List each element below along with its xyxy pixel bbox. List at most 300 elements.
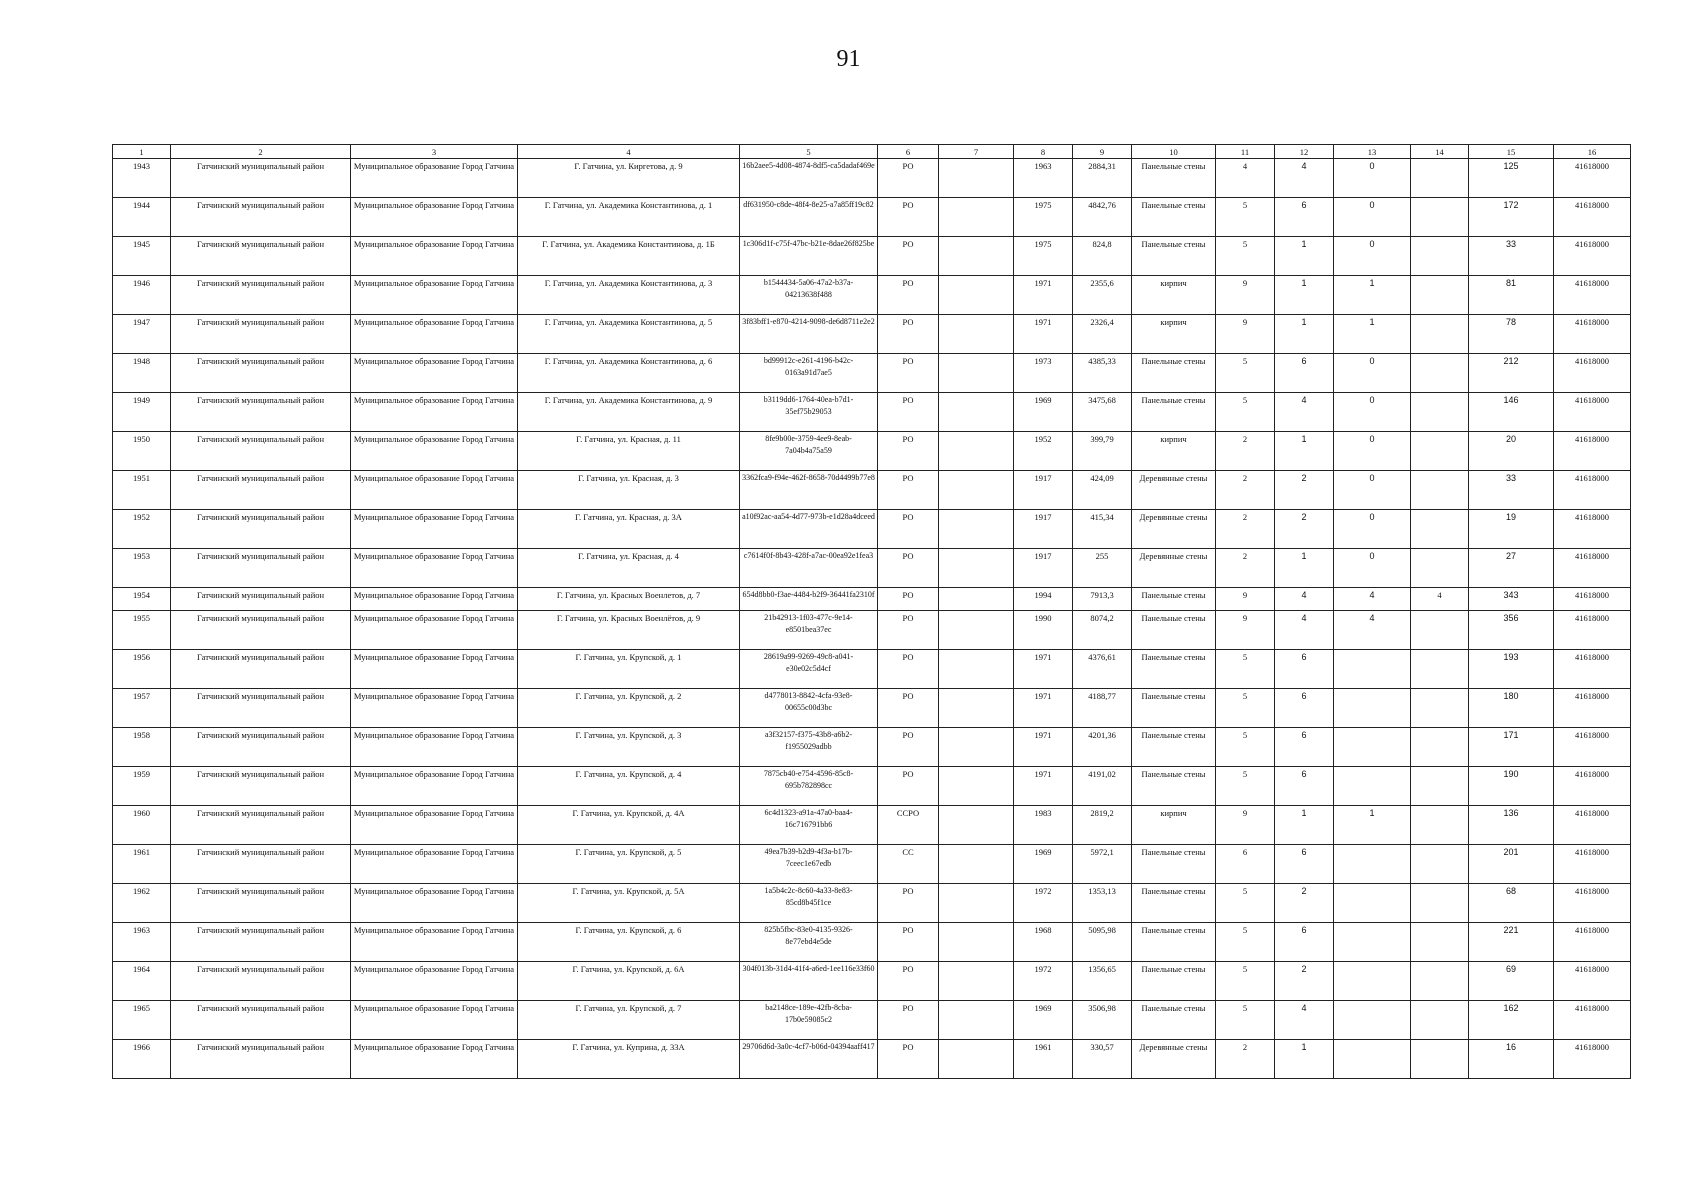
cell-col-8: 1917: [1014, 471, 1073, 510]
cell-col-12: 4: [1275, 611, 1334, 650]
cell-col-3: Муниципальное образование Город Гатчина: [351, 276, 518, 315]
cell-col-13: [1334, 1040, 1411, 1079]
cell-col-1: 1956: [113, 650, 171, 689]
cell-col-9: 1356,65: [1073, 962, 1132, 1001]
cell-col-2: Гатчинский муниципальный район: [171, 198, 351, 237]
cell-col-15: 81: [1469, 276, 1554, 315]
cell-col-5: 28619a99-9269-49c8-a041-e30e02c5d4cf: [740, 650, 878, 689]
cell-col-10: Панельные стены: [1132, 689, 1216, 728]
cell-col-11: 2: [1216, 1040, 1275, 1079]
cell-col-15: 68: [1469, 884, 1554, 923]
cell-col-13: 0: [1334, 510, 1411, 549]
cell-col-9: 8074,2: [1073, 611, 1132, 650]
cell-col-1: 1953: [113, 549, 171, 588]
cell-col-15: 146: [1469, 393, 1554, 432]
cell-col-13: 0: [1334, 237, 1411, 276]
cell-col-9: 2355,6: [1073, 276, 1132, 315]
cell-col-7: [939, 1001, 1014, 1040]
cell-col-2: Гатчинский муниципальный район: [171, 159, 351, 198]
cell-col-7: [939, 237, 1014, 276]
cell-col-15: 180: [1469, 689, 1554, 728]
cell-col-11: 5: [1216, 962, 1275, 1001]
cell-col-7: [939, 611, 1014, 650]
cell-col-14: [1411, 159, 1469, 198]
cell-col-6: РО: [878, 159, 939, 198]
cell-col-2: Гатчинский муниципальный район: [171, 806, 351, 845]
cell-col-7: [939, 198, 1014, 237]
cell-col-13: 1: [1334, 806, 1411, 845]
cell-col-9: 399,79: [1073, 432, 1132, 471]
cell-col-1: 1951: [113, 471, 171, 510]
table-body: [113, 159, 1631, 1079]
cell-col-9: 3475,68: [1073, 393, 1132, 432]
cell-col-3: Муниципальное образование Город Гатчина: [351, 962, 518, 1001]
cell-col-10: Панельные стены: [1132, 884, 1216, 923]
cell-col-3: Муниципальное образование Город Гатчина: [351, 549, 518, 588]
cell-col-1: 1960: [113, 806, 171, 845]
cell-col-2: Гатчинский муниципальный район: [171, 962, 351, 1001]
cell-col-9: 824,8: [1073, 237, 1132, 276]
cell-col-1: 1947: [113, 315, 171, 354]
cell-col-2: Гатчинский муниципальный район: [171, 650, 351, 689]
cell-col-5: 29706d6d-3a0c-4cf7-b06d-04394aaff417: [740, 1040, 878, 1079]
cell-col-15: 78: [1469, 315, 1554, 354]
cell-col-16: 41618000: [1554, 276, 1631, 315]
cell-col-8: 1973: [1014, 354, 1073, 393]
cell-col-13: [1334, 650, 1411, 689]
cell-col-8: 1969: [1014, 845, 1073, 884]
cell-col-7: [939, 393, 1014, 432]
cell-col-6: РО: [878, 1040, 939, 1079]
table-row: [113, 1001, 1631, 1040]
cell-col-8: 1983: [1014, 806, 1073, 845]
cell-col-12: 1: [1275, 315, 1334, 354]
cell-col-3: Муниципальное образование Город Гатчина: [351, 611, 518, 650]
cell-col-2: Гатчинский муниципальный район: [171, 549, 351, 588]
cell-col-16: 41618000: [1554, 237, 1631, 276]
cell-col-8: 1969: [1014, 393, 1073, 432]
cell-col-9: 2819,2: [1073, 806, 1132, 845]
cell-col-8: 1968: [1014, 923, 1073, 962]
cell-col-5: ba2148ce-189e-42fb-8cba-17b0e59085c2: [740, 1001, 878, 1040]
cell-col-3: Муниципальное образование Город Гатчина: [351, 471, 518, 510]
cell-col-6: РО: [878, 884, 939, 923]
cell-col-14: [1411, 237, 1469, 276]
cell-col-6: РО: [878, 549, 939, 588]
cell-col-14: [1411, 198, 1469, 237]
cell-col-10: Панельные стены: [1132, 728, 1216, 767]
cell-col-10: Деревянные стены: [1132, 549, 1216, 588]
cell-col-15: 343: [1469, 588, 1554, 611]
cell-col-6: РО: [878, 432, 939, 471]
cell-col-6: РО: [878, 767, 939, 806]
cell-col-4: Г. Гатчина, ул. Академика Константинова, д. 1: [518, 198, 740, 237]
cell-col-11: 5: [1216, 354, 1275, 393]
cell-col-3: Муниципальное образование Город Гатчина: [351, 689, 518, 728]
cell-col-10: Панельные стены: [1132, 845, 1216, 884]
cell-col-13: [1334, 689, 1411, 728]
column-header-10: 10: [1132, 145, 1216, 159]
cell-col-8: 1971: [1014, 689, 1073, 728]
cell-col-9: 2326,4: [1073, 315, 1132, 354]
cell-col-10: Деревянные стены: [1132, 510, 1216, 549]
cell-col-8: 1971: [1014, 276, 1073, 315]
cell-col-16: 41618000: [1554, 962, 1631, 1001]
table-row: [113, 923, 1631, 962]
cell-col-13: [1334, 962, 1411, 1001]
cell-col-12: 1: [1275, 1040, 1334, 1079]
cell-col-12: 4: [1275, 1001, 1334, 1040]
cell-col-4: Г. Гатчина, ул. Крупской, д. 3: [518, 728, 740, 767]
cell-col-10: Панельные стены: [1132, 923, 1216, 962]
cell-col-11: 5: [1216, 884, 1275, 923]
cell-col-10: Панельные стены: [1132, 650, 1216, 689]
cell-col-9: 5095,98: [1073, 923, 1132, 962]
cell-col-2: Гатчинский муниципальный район: [171, 884, 351, 923]
cell-col-6: СС: [878, 845, 939, 884]
cell-col-2: Гатчинский муниципальный район: [171, 354, 351, 393]
cell-col-3: Муниципальное образование Город Гатчина: [351, 845, 518, 884]
cell-col-10: кирпич: [1132, 315, 1216, 354]
cell-col-7: [939, 1040, 1014, 1079]
cell-col-16: 41618000: [1554, 767, 1631, 806]
cell-col-11: 5: [1216, 728, 1275, 767]
cell-col-12: 6: [1275, 650, 1334, 689]
table-row: [113, 689, 1631, 728]
cell-col-14: [1411, 728, 1469, 767]
cell-col-4: Г. Гатчина, ул. Крупской, д. 2: [518, 689, 740, 728]
table-row: [113, 510, 1631, 549]
cell-col-8: 1961: [1014, 1040, 1073, 1079]
cell-col-12: 2: [1275, 510, 1334, 549]
cell-col-14: [1411, 1040, 1469, 1079]
cell-col-3: Муниципальное образование Город Гатчина: [351, 510, 518, 549]
cell-col-2: Гатчинский муниципальный район: [171, 237, 351, 276]
cell-col-1: 1965: [113, 1001, 171, 1040]
cell-col-2: Гатчинский муниципальный район: [171, 588, 351, 611]
cell-col-6: РО: [878, 315, 939, 354]
table-row: [113, 1040, 1631, 1079]
cell-col-13: 4: [1334, 588, 1411, 611]
cell-col-12: 1: [1275, 237, 1334, 276]
cell-col-11: 9: [1216, 315, 1275, 354]
cell-col-7: [939, 689, 1014, 728]
cell-col-13: 0: [1334, 471, 1411, 510]
cell-col-3: Муниципальное образование Город Гатчина: [351, 650, 518, 689]
cell-col-5: bd99912c-e261-4196-b42c-0163a91d7ae5: [740, 354, 878, 393]
cell-col-5: 304f013b-31d4-41f4-a6ed-1ee116e33f60: [740, 962, 878, 1001]
table-row: [113, 198, 1631, 237]
cell-col-2: Гатчинский муниципальный район: [171, 689, 351, 728]
cell-col-11: 9: [1216, 611, 1275, 650]
cell-col-6: РО: [878, 650, 939, 689]
cell-col-9: 4191,02: [1073, 767, 1132, 806]
cell-col-8: 1952: [1014, 432, 1073, 471]
cell-col-12: 2: [1275, 884, 1334, 923]
cell-col-4: Г. Гатчина, ул. Крупской, д. 5: [518, 845, 740, 884]
cell-col-8: 1990: [1014, 611, 1073, 650]
cell-col-15: 136: [1469, 806, 1554, 845]
cell-col-13: 0: [1334, 549, 1411, 588]
cell-col-4: Г. Гатчина, ул. Академика Константинова, д. 3: [518, 276, 740, 315]
table-row: [113, 432, 1631, 471]
cell-col-4: Г. Гатчина, ул. Красная, д. 11: [518, 432, 740, 471]
cell-col-6: РО: [878, 611, 939, 650]
cell-col-5: 8fe9b00e-3759-4ee9-8eab-7a04b4a75a59: [740, 432, 878, 471]
cell-col-14: [1411, 549, 1469, 588]
cell-col-2: Гатчинский муниципальный район: [171, 510, 351, 549]
cell-col-7: [939, 650, 1014, 689]
cell-col-6: РО: [878, 276, 939, 315]
cell-col-6: РО: [878, 728, 939, 767]
table-row: [113, 962, 1631, 1001]
cell-col-16: 41618000: [1554, 393, 1631, 432]
cell-col-8: 1972: [1014, 962, 1073, 1001]
column-header-15: 15: [1469, 145, 1554, 159]
cell-col-5: 825b5fbc-83e0-4135-9326-8e77ebd4e5de: [740, 923, 878, 962]
cell-col-11: 9: [1216, 276, 1275, 315]
cell-col-6: РО: [878, 237, 939, 276]
cell-col-9: 255: [1073, 549, 1132, 588]
cell-col-14: [1411, 806, 1469, 845]
cell-col-4: Г. Гатчина, ул. Крупской, д. 1: [518, 650, 740, 689]
cell-col-4: Г. Гатчина, ул. Академика Константинова, д. 6: [518, 354, 740, 393]
cell-col-7: [939, 845, 1014, 884]
cell-col-11: 5: [1216, 237, 1275, 276]
cell-col-12: 4: [1275, 159, 1334, 198]
cell-col-7: [939, 159, 1014, 198]
cell-col-11: 5: [1216, 198, 1275, 237]
cell-col-3: Муниципальное образование Город Гатчина: [351, 728, 518, 767]
column-number-header-row: [113, 145, 1631, 159]
cell-col-3: Муниципальное образование Город Гатчина: [351, 315, 518, 354]
cell-col-6: РО: [878, 393, 939, 432]
cell-col-7: [939, 962, 1014, 1001]
cell-col-6: РО: [878, 1001, 939, 1040]
cell-col-16: 41618000: [1554, 471, 1631, 510]
cell-col-6: РО: [878, 471, 939, 510]
cell-col-15: 69: [1469, 962, 1554, 1001]
cell-col-9: 2884,31: [1073, 159, 1132, 198]
cell-col-5: a3f32157-f375-43b8-a6b2-f1955029adbb: [740, 728, 878, 767]
cell-col-3: Муниципальное образование Город Гатчина: [351, 198, 518, 237]
cell-col-4: Г. Гатчина, ул. Красная, д. 4: [518, 549, 740, 588]
cell-col-11: 5: [1216, 923, 1275, 962]
cell-col-16: 41618000: [1554, 510, 1631, 549]
cell-col-16: 41618000: [1554, 354, 1631, 393]
cell-col-5: 3362fca9-f94e-462f-8658-70d4499b77e8: [740, 471, 878, 510]
column-header-9: 9: [1073, 145, 1132, 159]
cell-col-11: 9: [1216, 806, 1275, 845]
cell-col-16: 41618000: [1554, 549, 1631, 588]
cell-col-7: [939, 354, 1014, 393]
column-header-4: 4: [518, 145, 740, 159]
cell-col-13: [1334, 923, 1411, 962]
cell-col-9: 3506,98: [1073, 1001, 1132, 1040]
cell-col-15: 16: [1469, 1040, 1554, 1079]
cell-col-1: 1952: [113, 510, 171, 549]
cell-col-10: Деревянные стены: [1132, 1040, 1216, 1079]
cell-col-16: 41618000: [1554, 650, 1631, 689]
column-header-1: 1: [113, 145, 171, 159]
cell-col-12: 2: [1275, 962, 1334, 1001]
cell-col-9: 330,57: [1073, 1040, 1132, 1079]
cell-col-16: 41618000: [1554, 884, 1631, 923]
cell-col-16: 41618000: [1554, 1001, 1631, 1040]
cell-col-14: [1411, 510, 1469, 549]
cell-col-11: 2: [1216, 510, 1275, 549]
cell-col-2: Гатчинский муниципальный район: [171, 1001, 351, 1040]
cell-col-1: 1949: [113, 393, 171, 432]
cell-col-3: Муниципальное образование Город Гатчина: [351, 923, 518, 962]
housing-register-table: [112, 144, 1631, 1079]
table-row: [113, 276, 1631, 315]
cell-col-14: [1411, 315, 1469, 354]
cell-col-13: [1334, 728, 1411, 767]
cell-col-8: 1917: [1014, 549, 1073, 588]
table-row: [113, 611, 1631, 650]
cell-col-8: 1972: [1014, 884, 1073, 923]
cell-col-1: 1957: [113, 689, 171, 728]
cell-col-9: 5972,1: [1073, 845, 1132, 884]
cell-col-5: 16b2aee5-4d08-4874-8df5-ca5dadaf469e: [740, 159, 878, 198]
cell-col-1: 1966: [113, 1040, 171, 1079]
column-header-6: 6: [878, 145, 939, 159]
cell-col-16: 41618000: [1554, 728, 1631, 767]
cell-col-15: 33: [1469, 471, 1554, 510]
table-row: [113, 588, 1631, 611]
cell-col-2: Гатчинский муниципальный район: [171, 432, 351, 471]
cell-col-14: [1411, 276, 1469, 315]
cell-col-13: [1334, 884, 1411, 923]
cell-col-16: 41618000: [1554, 315, 1631, 354]
cell-col-10: Панельные стены: [1132, 159, 1216, 198]
cell-col-14: [1411, 962, 1469, 1001]
cell-col-12: 4: [1275, 588, 1334, 611]
cell-col-13: 0: [1334, 198, 1411, 237]
cell-col-14: [1411, 393, 1469, 432]
cell-col-5: b1544434-5a06-47a2-b37a-04213638f488: [740, 276, 878, 315]
cell-col-10: Панельные стены: [1132, 611, 1216, 650]
cell-col-3: Муниципальное образование Город Гатчина: [351, 767, 518, 806]
cell-col-8: 1969: [1014, 1001, 1073, 1040]
cell-col-1: 1961: [113, 845, 171, 884]
cell-col-1: 1955: [113, 611, 171, 650]
cell-col-1: 1945: [113, 237, 171, 276]
column-header-14: 14: [1411, 145, 1469, 159]
page-number: 91: [836, 46, 861, 72]
table-row: [113, 393, 1631, 432]
cell-col-7: [939, 767, 1014, 806]
cell-col-3: Муниципальное образование Город Гатчина: [351, 1001, 518, 1040]
table-row: [113, 806, 1631, 845]
cell-col-14: [1411, 845, 1469, 884]
cell-col-14: [1411, 1001, 1469, 1040]
cell-col-12: 6: [1275, 845, 1334, 884]
cell-col-12: 6: [1275, 923, 1334, 962]
cell-col-5: b3119dd6-1764-40ea-b7d1-35ef75b29053: [740, 393, 878, 432]
cell-col-4: Г. Гатчина, ул. Крупской, д. 6А: [518, 962, 740, 1001]
cell-col-8: 1971: [1014, 315, 1073, 354]
cell-col-10: Панельные стены: [1132, 393, 1216, 432]
cell-col-9: 4188,77: [1073, 689, 1132, 728]
cell-col-15: 356: [1469, 611, 1554, 650]
cell-col-10: Панельные стены: [1132, 588, 1216, 611]
cell-col-13: 0: [1334, 354, 1411, 393]
cell-col-5: 1a5b4c2c-8c60-4a33-8e83-85cd8b45f1ce: [740, 884, 878, 923]
cell-col-15: 212: [1469, 354, 1554, 393]
cell-col-1: 1944: [113, 198, 171, 237]
table-row: [113, 237, 1631, 276]
cell-col-4: Г. Гатчина, ул. Крупской, д. 7: [518, 1001, 740, 1040]
cell-col-4: Г. Гатчина, ул. Киргетова, д. 9: [518, 159, 740, 198]
cell-col-7: [939, 471, 1014, 510]
cell-col-3: Муниципальное образование Город Гатчина: [351, 806, 518, 845]
cell-col-8: 1971: [1014, 728, 1073, 767]
cell-col-6: РО: [878, 354, 939, 393]
column-header-16: 16: [1554, 145, 1631, 159]
cell-col-3: Муниципальное образование Город Гатчина: [351, 354, 518, 393]
cell-col-11: 2: [1216, 549, 1275, 588]
cell-col-10: Панельные стены: [1132, 962, 1216, 1001]
cell-col-1: 1959: [113, 767, 171, 806]
cell-col-13: [1334, 767, 1411, 806]
cell-col-16: 41618000: [1554, 806, 1631, 845]
cell-col-4: Г. Гатчина, ул. Академика Константинова, д. 9: [518, 393, 740, 432]
cell-col-1: 1964: [113, 962, 171, 1001]
cell-col-10: кирпич: [1132, 432, 1216, 471]
cell-col-11: 5: [1216, 689, 1275, 728]
cell-col-1: 1948: [113, 354, 171, 393]
cell-col-9: 415,34: [1073, 510, 1132, 549]
cell-col-4: Г. Гатчина, ул. Красных Военлетов, д. 7: [518, 588, 740, 611]
cell-col-15: 193: [1469, 650, 1554, 689]
cell-col-10: кирпич: [1132, 276, 1216, 315]
cell-col-2: Гатчинский муниципальный район: [171, 393, 351, 432]
cell-col-13: 1: [1334, 276, 1411, 315]
cell-col-11: 5: [1216, 1001, 1275, 1040]
cell-col-10: Панельные стены: [1132, 354, 1216, 393]
cell-col-9: 4842,76: [1073, 198, 1132, 237]
cell-col-10: Деревянные стены: [1132, 471, 1216, 510]
cell-col-14: [1411, 471, 1469, 510]
cell-col-4: Г. Гатчина, ул. Куприна, д. 33А: [518, 1040, 740, 1079]
cell-col-12: 4: [1275, 393, 1334, 432]
cell-col-14: [1411, 611, 1469, 650]
cell-col-1: 1962: [113, 884, 171, 923]
cell-col-4: Г. Гатчина, ул. Крупской, д. 4А: [518, 806, 740, 845]
cell-col-5: 1c306d1f-c75f-47bc-b21e-8dae26f825be: [740, 237, 878, 276]
cell-col-12: 1: [1275, 549, 1334, 588]
cell-col-15: 201: [1469, 845, 1554, 884]
column-header-13: 13: [1334, 145, 1411, 159]
table-row: [113, 845, 1631, 884]
cell-col-12: 6: [1275, 198, 1334, 237]
cell-col-16: 41618000: [1554, 159, 1631, 198]
cell-col-9: 4201,36: [1073, 728, 1132, 767]
cell-col-13: 1: [1334, 315, 1411, 354]
table-row: [113, 767, 1631, 806]
cell-col-3: Муниципальное образование Город Гатчина: [351, 588, 518, 611]
cell-col-10: Панельные стены: [1132, 1001, 1216, 1040]
cell-col-5: a10f92ac-aa54-4d77-973b-e1d28a4dceed: [740, 510, 878, 549]
column-header-7: 7: [939, 145, 1014, 159]
cell-col-7: [939, 276, 1014, 315]
cell-col-5: 49ea7b39-b2d9-4f3a-b17b-7ceec1e67edb: [740, 845, 878, 884]
cell-col-4: Г. Гатчина, ул. Крупской, д. 4: [518, 767, 740, 806]
cell-col-16: 41618000: [1554, 588, 1631, 611]
cell-col-3: Муниципальное образование Город Гатчина: [351, 884, 518, 923]
